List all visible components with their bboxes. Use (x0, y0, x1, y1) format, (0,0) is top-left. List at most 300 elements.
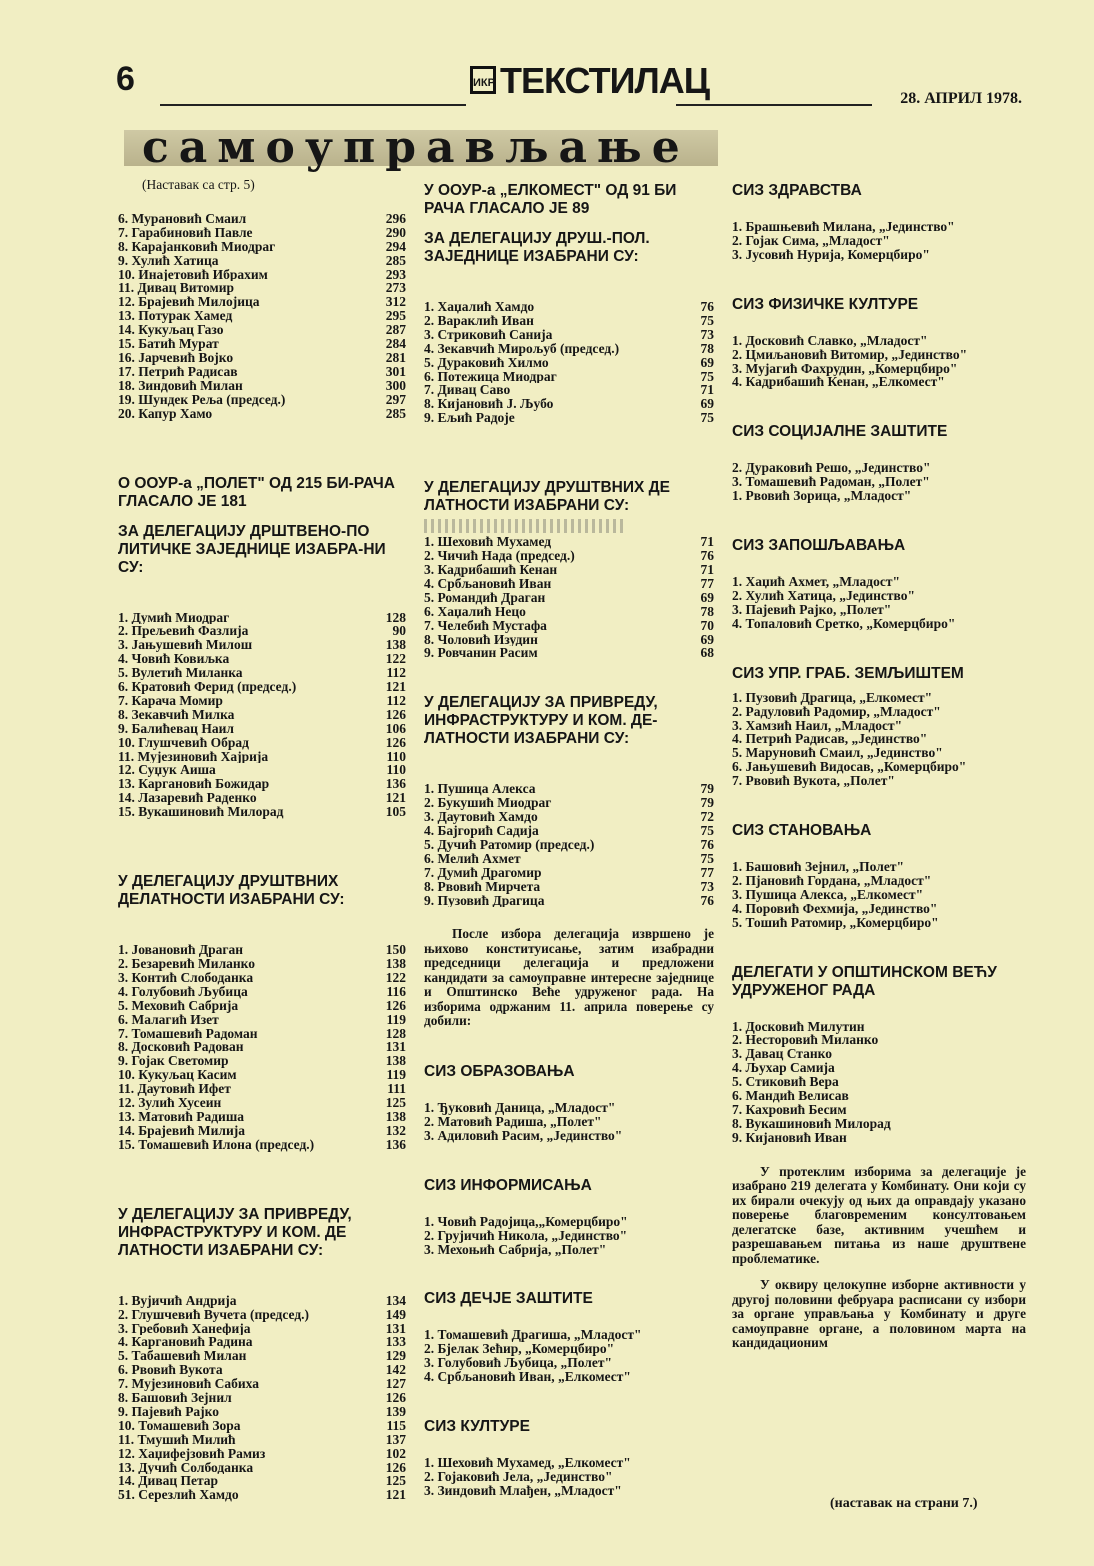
delegate-name: 4. Зекавчић Мирољуб (председ.) (424, 341, 620, 356)
delegate-name: 3. Гребовић Ханефија (118, 1321, 251, 1336)
list-row (118, 351, 406, 365)
delegate-name: 7. Думић Драгомир (424, 865, 542, 880)
list-3 (424, 782, 714, 907)
print-smudge (424, 519, 624, 533)
delegate-name: 13. Потурак Хамед (118, 309, 233, 324)
list-row (424, 300, 714, 314)
delegate-name: 9. Гојак Светомир (118, 1054, 229, 1069)
vote-count: 112 (386, 692, 406, 708)
list-2 (118, 611, 406, 820)
delegate-name: 2. Чичић Нада (председ.) (424, 549, 575, 563)
heading: У ООУР-а „ЕЛКОМЕСТ" ОД 91 БИ РАЧА ГЛАСАЛО ЈЕ 89 (424, 182, 677, 217)
vote-count: 129 (385, 1348, 406, 1364)
list-item: 2. Матовић Радиша, „Полет" (424, 1113, 602, 1129)
vote-count: 69 (700, 631, 714, 647)
list-row (424, 894, 714, 908)
vote-count: 134 (385, 1292, 406, 1308)
vote-count: 126 (385, 997, 406, 1013)
list-row (424, 866, 714, 880)
list-row (118, 680, 406, 694)
delegate-name: 13. Дучић Солбоданка (118, 1460, 254, 1475)
vote-count: 77 (700, 864, 714, 880)
vote-count: 105 (385, 804, 406, 820)
continued-note: (Наставак са стр. 5) (142, 177, 255, 192)
list-row (118, 1096, 406, 1110)
list-row (118, 1488, 406, 1502)
vote-count: 79 (700, 781, 714, 797)
list-row (118, 365, 406, 379)
list-3 (118, 943, 406, 1152)
vote-count: 301 (385, 363, 406, 379)
delegate-name: 7. Карача Момир (118, 693, 223, 708)
delegate-name: 15. Томашевић Илона (председ.) (118, 1137, 315, 1152)
column-1 (118, 178, 406, 1502)
delegate-name: 6. Потежица Миодраг (424, 369, 557, 384)
header-rule-right (676, 104, 872, 106)
vote-count: 138 (385, 1108, 406, 1124)
vote-count: 90 (392, 623, 406, 639)
vote-count: 70 (700, 617, 714, 633)
list-row (118, 212, 406, 226)
delegate-name: 7. Гарабиновић Павле (118, 225, 253, 240)
vote-count: 127 (385, 1376, 406, 1392)
vote-count: 132 (385, 1122, 406, 1138)
list-row (424, 852, 714, 866)
list-item: 2. Несторовић Миланко (732, 1032, 879, 1048)
list-row (118, 763, 406, 777)
delegate-name: 3. Јањушевић Милош (118, 638, 253, 653)
delegate-name: 11. Дивац Витомир (118, 281, 234, 296)
vote-count: 142 (385, 1362, 406, 1378)
list-item: 2. Радуловић Радомир, „Младост" (732, 703, 941, 719)
delegate-name: 8. Чоловић Изудин (424, 632, 538, 647)
list-row (118, 1040, 406, 1054)
list-row (118, 1447, 406, 1461)
heading: СИЗ УПР. ГРАБ. ЗЕМЉИШТЕМ (732, 664, 964, 682)
list-2 (424, 535, 714, 660)
list-row (118, 1294, 406, 1308)
list-row (424, 370, 714, 384)
delegate-name: 3. Даутовић Хамдо (424, 810, 538, 825)
list-item: 3. Пајевић Рајко, „Полет" (732, 601, 892, 617)
delegate-name: 5. Табашевић Милан (118, 1349, 247, 1364)
siz-list (732, 461, 1026, 503)
delegate-name: 5. Дучић Ратомир (председ.) (424, 837, 595, 852)
heading: СИЗ КУЛТУРЕ (424, 1418, 530, 1436)
delegate-name: 20. Капур Хамо (118, 406, 213, 421)
vote-count: 138 (385, 637, 406, 653)
vote-count: 138 (385, 1053, 406, 1069)
vote-count: 111 (387, 1081, 406, 1097)
list-row (118, 268, 406, 282)
heading: СИЗ СТАНОВАЊА (732, 822, 872, 840)
vote-count: 121 (385, 679, 406, 695)
vote-count: 122 (385, 969, 406, 985)
delegate-name: 2. Глушчевић Вучета (председ.) (118, 1307, 310, 1322)
list-row (118, 1461, 406, 1475)
vote-count: 73 (700, 326, 714, 342)
vote-count: 116 (386, 983, 406, 999)
section-banner (124, 122, 718, 173)
heading: СИЗ СОЦИЈАЛНЕ ЗАШТИТЕ (732, 423, 948, 441)
list-row (424, 782, 714, 796)
list-item: 1. Томашевић Драгиша, „Младост" (424, 1327, 642, 1343)
list-item: 2. Хулић Хатица, „Јединство" (732, 587, 915, 603)
delegate-name: 17. Петрић Радисав (118, 364, 238, 379)
heading: СИЗ ИНФОРМИСАЊА (424, 1176, 592, 1194)
list-row (118, 379, 406, 393)
delegate-name: 13. Каргановић Божидар (118, 777, 270, 792)
list-row (118, 1391, 406, 1405)
list-row (118, 666, 406, 680)
list-row (118, 1405, 406, 1419)
list-item: 2. Пјановић Гордана, „Младост" (732, 872, 932, 888)
delegate-name: 6. Рвовић Вукота (118, 1363, 223, 1378)
siz-list (424, 1215, 714, 1257)
delegate-name: 9. Балићевац Наил (118, 721, 234, 736)
delegate-name: 8. Зекавчић Милка (118, 707, 235, 722)
vote-count: 102 (385, 1445, 406, 1461)
siz-list (732, 691, 1026, 788)
vote-count: 76 (700, 548, 714, 564)
vote-count: 76 (700, 892, 714, 908)
list-row (118, 407, 406, 421)
vote-count: 121 (385, 790, 406, 806)
list-item: 3. Мујагић Фахрудин, „Комерцбиро" (732, 360, 958, 376)
list-item: 1. Досковић Славко, „Младост" (732, 332, 928, 348)
list-row (118, 1027, 406, 1041)
siz-list (732, 575, 1026, 631)
delegate-name: 1. Вујичић Андрија (118, 1293, 237, 1308)
heading: ЗА ДЕЛЕГАЦИЈУ ДРУШ.-ПОЛ. ЗАЈЕДНИЦЕ ИЗАБРАНИ СУ: (424, 230, 650, 265)
list-1 (118, 212, 406, 421)
delegate-name: 18. Зиндовић Милан (118, 378, 243, 393)
list-row (118, 1419, 406, 1433)
masthead-logo (470, 60, 710, 102)
list-item: 1. Хаџић Ахмет, „Младост" (732, 574, 901, 590)
vote-count: 76 (700, 299, 714, 314)
list-item: 2. Дураковић Решо, „Јединство" (732, 460, 931, 476)
list-row (118, 1054, 406, 1068)
vote-count: 139 (385, 1403, 406, 1419)
list-row (118, 957, 406, 971)
vote-count: 110 (386, 762, 406, 778)
list-item: 1. Човић Радојица,„Комерцбиро" (424, 1213, 628, 1229)
list-item: 7. Кахровић Бесим (732, 1102, 847, 1117)
vote-count: 131 (385, 1039, 406, 1055)
list-row (118, 1124, 406, 1138)
delegate-name: 4. Човић Ковиљка (118, 652, 230, 667)
vote-count: 126 (385, 734, 406, 750)
delegate-name: 4. Србљановић Иван (424, 576, 552, 591)
vote-count: 78 (700, 603, 714, 619)
list-row (424, 633, 714, 647)
siz-list (732, 220, 1026, 262)
delegate-name: 8. Рвовић Мирчета (424, 879, 541, 894)
list-row (424, 619, 714, 633)
delegates-list (732, 1020, 1026, 1145)
list-row (424, 411, 714, 425)
list-row (118, 1138, 406, 1152)
list-row (118, 985, 406, 999)
delegate-name: 9. Пајевић Рајко (118, 1404, 220, 1419)
heading: У ДЕЛЕГАЦИЈУ ДРУШТВНИХ ДЕ ЛАТНОСТИ ИЗАБРАНИ СУ: (424, 479, 670, 515)
vote-count: 119 (386, 1067, 406, 1083)
delegate-name: 2. Прељевић Фазлија (118, 624, 249, 639)
siz-list (424, 1456, 714, 1498)
list-row (118, 337, 406, 351)
list-item: 4. Поровић Фехмија, „Јединство" (732, 900, 938, 916)
list-item: 3. Хамзић Наил, „Младост" (732, 717, 903, 733)
delegate-name: 16. Јарчевић Војко (118, 350, 234, 365)
paragraph: У оквиру целокупне изборне активности у другој половини фебруара расписани су избори за органе управљања у Комбинату и друге самоуправне органе, а половином марта на кандидационим (732, 1277, 1026, 1351)
delegate-name: 3. Контић Слободанка (118, 970, 254, 985)
list-item: 2. Гојак Сима, „Младост" (732, 232, 890, 248)
delegate-name: 11. Даутовић Ифет (118, 1082, 231, 1097)
list-row (118, 281, 406, 295)
list-row (118, 652, 406, 666)
list-item: 6. Јањушевић Видосав, „Комерцбиро" (732, 759, 967, 775)
delegate-name: 7. Томашевић Радоман (118, 1026, 258, 1041)
delegate-name: 14. Дивац Петар (118, 1474, 219, 1489)
list-item: 4. Петрић Радисав, „Јединство" (732, 731, 928, 747)
vote-count: 73 (700, 878, 714, 894)
delegate-name: 2. Безаревић Миланко (118, 957, 256, 971)
list-row (118, 722, 406, 736)
vote-count: 115 (386, 1417, 406, 1433)
list-row (118, 1377, 406, 1391)
heading: СИЗ ФИЗИЧКЕ КУЛТУРЕ (732, 295, 919, 313)
list-row (424, 880, 714, 894)
vote-count: 119 (386, 1011, 406, 1027)
column-2 (424, 182, 714, 1498)
vote-count: 138 (385, 956, 406, 971)
list-row (118, 777, 406, 791)
delegate-name: 12. Хаџифејзовић Рамиз (118, 1446, 266, 1461)
list-item: 3. Томашевић Радоман, „Полет" (732, 474, 930, 490)
list-item: 2. Бјелак Зећир, „Комерцбиро" (424, 1341, 615, 1357)
list-row (118, 750, 406, 764)
vote-count: 312 (385, 294, 406, 310)
issue-date: 28. АПРИЛ 1978. (900, 90, 1022, 107)
list-row (118, 791, 406, 805)
list-row (118, 393, 406, 407)
delegate-name: 12. Суџук Аиша (118, 763, 216, 778)
delegate-name: 10. Глушчевић Обрад (118, 735, 249, 750)
list-item: 9. Кијановић Иван (732, 1129, 847, 1145)
vote-count: 297 (385, 391, 406, 407)
list-item: 8. Вукашиновић Милорад (732, 1115, 891, 1131)
delegate-name: 9. Ровчанин Расим (424, 646, 538, 661)
delegate-name: 5. Дураковић Хилмо (424, 355, 549, 370)
list-item: 5. Тошић Ратомир, „Комерцбиро" (732, 914, 939, 930)
delegate-name: 7. Челебић Мустафа (424, 618, 547, 633)
vote-count: 300 (385, 377, 406, 393)
vote-count: 290 (385, 224, 406, 240)
list-row (118, 1474, 406, 1488)
paragraph: После избора делегација извршено је њихово конституисање, затим изабрадни председници делегација и предложени кандидати за самоуправне интересне заједнице и Општинско Веће удруженог рада. На изборима одржаним 11. априла поверење су добили: (424, 926, 714, 1029)
list-row (118, 226, 406, 240)
delegate-name: 4. Каргановић Радина (118, 1335, 253, 1350)
vote-count: 295 (385, 308, 406, 324)
list-item: 7. Рвовић Вукота, „Полет" (732, 773, 895, 789)
vote-count: 136 (385, 1136, 406, 1152)
delegate-name: 51. Серезлић Хамдо (118, 1488, 239, 1503)
logo-badge: ИКР (470, 66, 496, 94)
vote-count: 296 (385, 210, 406, 226)
delegate-name: 1. Јовановић Драган (118, 943, 244, 957)
heading: У ДЕЛЕГАЦИЈУ ЗА ПРИВРЕДУ, ИНФРАСТРУКТУРУ И КОМ. ДЕ-ЛАТНОСТИ ИЗАБРАНИ СУ: (424, 694, 658, 748)
delegate-name: 2. Букушић Миодраг (424, 796, 552, 811)
delegate-name: 5. Вулетић Миланка (118, 666, 243, 681)
list-item: 3. Голубовић Љубица, „Полет" (424, 1355, 612, 1371)
list-row (424, 810, 714, 824)
list-row (118, 1082, 406, 1096)
heading: СИЗ ДЕЧЈЕ ЗАШТИТЕ (424, 1290, 593, 1308)
list-item: 2. Грујичић Никола, „Јединство" (424, 1227, 628, 1243)
vote-count: 122 (385, 651, 406, 667)
list-row (424, 397, 714, 411)
list-item: 1. Брашњевић Милана, „Јединство" (732, 219, 955, 234)
vote-count: 294 (385, 238, 406, 254)
list-item: 1. Башовић Зејнил, „Полет" (732, 859, 904, 875)
vote-count: 287 (385, 322, 406, 338)
list-1 (424, 300, 714, 425)
header-rule-left (160, 104, 466, 106)
list-row (118, 323, 406, 337)
masthead-title: ТЕКСТИЛАЦ (500, 60, 710, 101)
delegate-name: 7. Дивац Саво (424, 383, 511, 398)
list-row (118, 1110, 406, 1124)
vote-count: 71 (700, 561, 714, 577)
paragraph: У протеклим изборима за делегације је изабрано 219 делегата у Комбинату. Они који су их бирали очекују од њих да оправдају указано поверење благовременим консултовањем делегатске базе, активним учешћем и разрешавањем питања из наше друштвене проблематике. (732, 1163, 1026, 1266)
list-item: 1. Досковић Милутин (732, 1018, 865, 1034)
vote-count: 112 (386, 665, 406, 681)
list-row (424, 796, 714, 810)
list-row (424, 356, 714, 370)
vote-count: 76 (700, 836, 714, 852)
heading: СИЗ ЗАПОШЉАВАЊА (732, 537, 906, 555)
delegate-name: 3. Стриковић Санија (424, 327, 553, 342)
delegate-name: 2. Вараклић Иван (424, 313, 534, 328)
list-item: 3. Зиндовић Млађен, „Младост" (424, 1482, 622, 1498)
vote-count: 128 (385, 609, 406, 625)
delegate-name: 1. Пушица Алекса (424, 782, 536, 797)
delegate-name: 4. Голубовић Љубица (118, 984, 248, 999)
list-row (424, 535, 714, 549)
list-row (424, 563, 714, 577)
siz-list (732, 334, 1026, 390)
delegate-name: 8. Башовић Зејнил (118, 1391, 232, 1405)
vote-count: 273 (385, 280, 406, 296)
list-item: 6. Мандић Велисав (732, 1088, 849, 1104)
list-row (118, 999, 406, 1013)
list-row (118, 1433, 406, 1447)
vote-count: 75 (700, 410, 714, 426)
delegate-name: 8. Карајанковић Миодраг (118, 239, 276, 254)
list-row (118, 240, 406, 254)
list-row (118, 624, 406, 638)
list-item: 4. Љухар Самија (732, 1060, 835, 1076)
list-row (424, 605, 714, 619)
vote-count: 285 (385, 405, 406, 421)
delegate-name: 12. Зулић Хусеин (118, 1096, 222, 1110)
vote-count: 106 (385, 720, 406, 736)
vote-count: 69 (700, 354, 714, 370)
list-item: 1. Шеховић Мухамед, „Елкомест" (424, 1455, 631, 1471)
vote-count: 285 (385, 252, 406, 268)
heading: ДЕЛЕГАТИ У ОПШТИНСКОМ ВЕЋУ УДРУЖЕНОГ РАДА (732, 963, 997, 999)
heading: У ДЕЛЕГАЦИЈУ ЗА ПРИВРЕДУ, ИНФРАСТРУКТУРУ И КОМ. ДЕ ЛАТНОСТИ ИЗАБРАНИ СУ: (118, 1205, 352, 1259)
vote-count: 137 (385, 1431, 406, 1447)
list-row (118, 295, 406, 309)
vote-count: 126 (385, 1459, 406, 1475)
list-row (118, 309, 406, 323)
delegate-name: 6. Кратовић Ферид (председ.) (118, 680, 297, 694)
list-row (424, 824, 714, 838)
delegate-name: 10. Инајетовић Ибрахим (118, 267, 268, 282)
delegate-name: 15. Батић Мурат (118, 337, 219, 351)
list-row (118, 1363, 406, 1377)
vote-count: 131 (385, 1320, 406, 1336)
delegate-name: 8. Кијановић Ј. Љубо (424, 397, 554, 412)
vote-count: 75 (700, 850, 714, 866)
vote-count: 126 (385, 1390, 406, 1406)
delegate-name: 6. Мурановић Смаил (118, 211, 247, 226)
delegate-name: 5. Романдић Драган (424, 590, 546, 605)
list-item: 4. Топаловић Сретко, „Комерцбиро" (732, 615, 956, 631)
delegate-name: 6. Хаџалић Нецо (424, 604, 526, 619)
vote-count: 125 (385, 1473, 406, 1489)
list-item: 5. Маруновић Смаил, „Јединство" (732, 745, 943, 761)
list-row (118, 971, 406, 985)
delegate-name: 15. Вукашиновић Милорад (118, 805, 284, 820)
delegate-name: 7. Мујезиновић Сабиха (118, 1377, 259, 1392)
list-row (118, 254, 406, 268)
list-row (118, 1068, 406, 1082)
continued-on-page: (наставак на страни 7.) (830, 1496, 978, 1511)
section-title: самоуправљање (142, 122, 690, 173)
delegate-name: 12. Брајевић Милојица (118, 295, 260, 310)
delegate-name: 4. Бајгорић Садија (424, 824, 539, 838)
delegate-name: 9. Хулић Хатица (118, 253, 219, 268)
list-item: 3. Адиловић Расим, „Јединство" (424, 1127, 623, 1143)
list-item: 3. Јусовић Нурија, Комерцбиро" (732, 246, 930, 262)
list-row (118, 1335, 406, 1349)
delegate-name: 6. Малагић Изет (118, 1012, 219, 1027)
list-row (118, 1013, 406, 1027)
list-item: 2. Цмиљановић Витомир, „Јединство" (732, 346, 968, 362)
list-item: 3. Мехоњић Сабрија, „Полет" (424, 1241, 607, 1257)
list-row (118, 694, 406, 708)
list-item: 3. Давац Станко (732, 1046, 832, 1062)
list-row (424, 314, 714, 328)
list-item: 4. Кадрибашић Кенан, „Елкомест" (732, 374, 945, 390)
list-row (118, 1308, 406, 1322)
list-row (424, 549, 714, 563)
vote-count: 75 (700, 368, 714, 384)
list-item: 5. Стиковић Вера (732, 1074, 839, 1090)
list-row (118, 1322, 406, 1336)
list-row (118, 638, 406, 652)
vote-count: 136 (385, 776, 406, 792)
vote-count: 69 (700, 589, 714, 605)
list-row (424, 646, 714, 660)
vote-count: 110 (386, 748, 406, 764)
list-row (118, 1349, 406, 1363)
delegate-name: 9. Пузовић Драгица (424, 893, 545, 908)
list-row (118, 736, 406, 750)
